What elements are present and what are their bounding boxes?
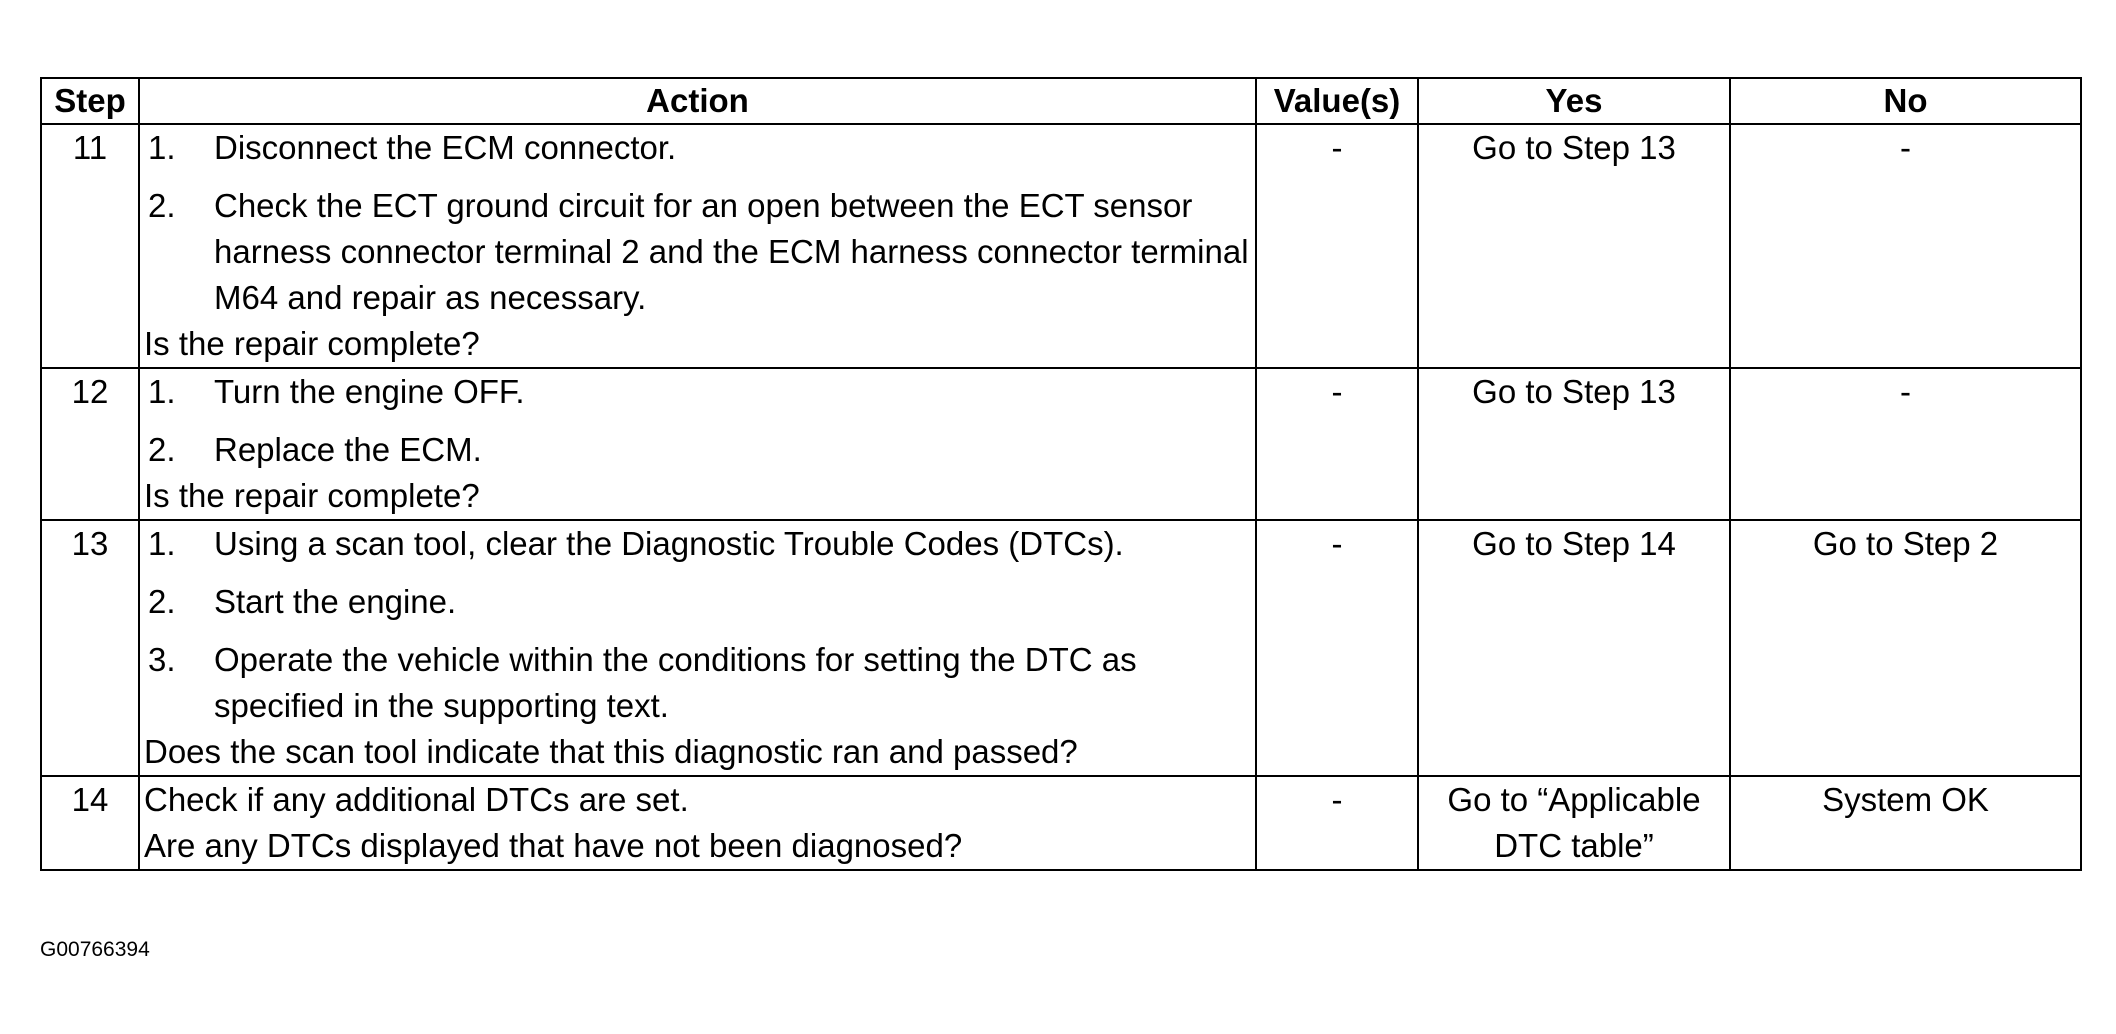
action-item-text: Replace the ECM. [214, 431, 482, 468]
action-question: Are any DTCs displayed that have not been diagnosed? [144, 827, 963, 864]
header-action: Action [139, 78, 1256, 124]
header-yes: Yes [1418, 78, 1730, 124]
step-number: 11 [41, 124, 139, 368]
table-row-step-11 [41, 124, 2081, 368]
action-cell [139, 368, 1256, 520]
values-cell: - [1256, 776, 1418, 870]
action-item [144, 369, 1251, 415]
step-number: 12 [41, 368, 139, 520]
action-item-text: Check the ECT ground circuit for an open between the ECT sensor harness connector terminal 2 and the ECM harness connector terminal M64 and repair as necessary. [214, 187, 1249, 316]
diagnostic-table-container [40, 77, 2080, 871]
no-cell: - [1730, 368, 2081, 520]
no-cell: Go to Step 2 [1730, 520, 2081, 776]
action-item-number: 2. [148, 431, 176, 468]
action-item-number: 3. [148, 641, 176, 678]
action-item-number: 2. [148, 583, 176, 620]
action-item-number: 1. [148, 129, 176, 166]
action-item [144, 183, 1251, 321]
values-cell: - [1256, 520, 1418, 776]
header-values: Value(s) [1256, 78, 1418, 124]
values-cell: - [1256, 124, 1418, 368]
yes-cell: Go to Step 13 [1418, 124, 1730, 368]
action-question: Is the repair complete? [144, 325, 480, 362]
step-number: 14 [41, 776, 139, 870]
header-step: Step [41, 78, 139, 124]
action-item-number: 1. [148, 525, 176, 562]
no-cell: System OK [1730, 776, 2081, 870]
table-row-step-13 [41, 520, 2081, 776]
action-cell [139, 124, 1256, 368]
action-item [144, 427, 1251, 473]
table-row-step-14 [41, 776, 2081, 870]
action-item [144, 125, 1251, 171]
action-cell [139, 520, 1256, 776]
document-id: G00766394 [40, 938, 150, 961]
action-item [144, 637, 1251, 729]
action-item-text: Turn the engine OFF. [214, 373, 525, 410]
action-item [144, 579, 1251, 625]
header-no: No [1730, 78, 2081, 124]
action-item-text: Operate the vehicle within the conditions for setting the DTC as specified in the supporting text. [214, 641, 1137, 724]
yes-cell: Go to Step 13 [1418, 368, 1730, 520]
action-item-text: Start the engine. [214, 583, 457, 620]
yes-cell-line: DTC table” [1494, 827, 1654, 864]
action-question: Is the repair complete? [144, 477, 480, 514]
yes-cell [1418, 776, 1730, 870]
action-text: Check if any additional DTCs are set. [144, 781, 689, 818]
no-cell: - [1730, 124, 2081, 368]
table-row-step-12 [41, 368, 2081, 520]
action-item [144, 521, 1251, 567]
action-question: Does the scan tool indicate that this diagnostic ran and passed? [144, 733, 1078, 770]
action-item-number: 1. [148, 373, 176, 410]
action-cell [139, 776, 1256, 870]
yes-cell: Go to Step 14 [1418, 520, 1730, 776]
step-number: 13 [41, 520, 139, 776]
action-item-text: Using a scan tool, clear the Diagnostic Trouble Codes (DTCs). [214, 525, 1124, 562]
table-header-row [41, 78, 2081, 124]
action-item-text: Disconnect the ECM connector. [214, 129, 677, 166]
action-item-number: 2. [148, 187, 176, 224]
diagnostic-table [40, 77, 2082, 871]
values-cell: - [1256, 368, 1418, 520]
yes-cell-line: Go to “Applicable [1447, 781, 1701, 818]
